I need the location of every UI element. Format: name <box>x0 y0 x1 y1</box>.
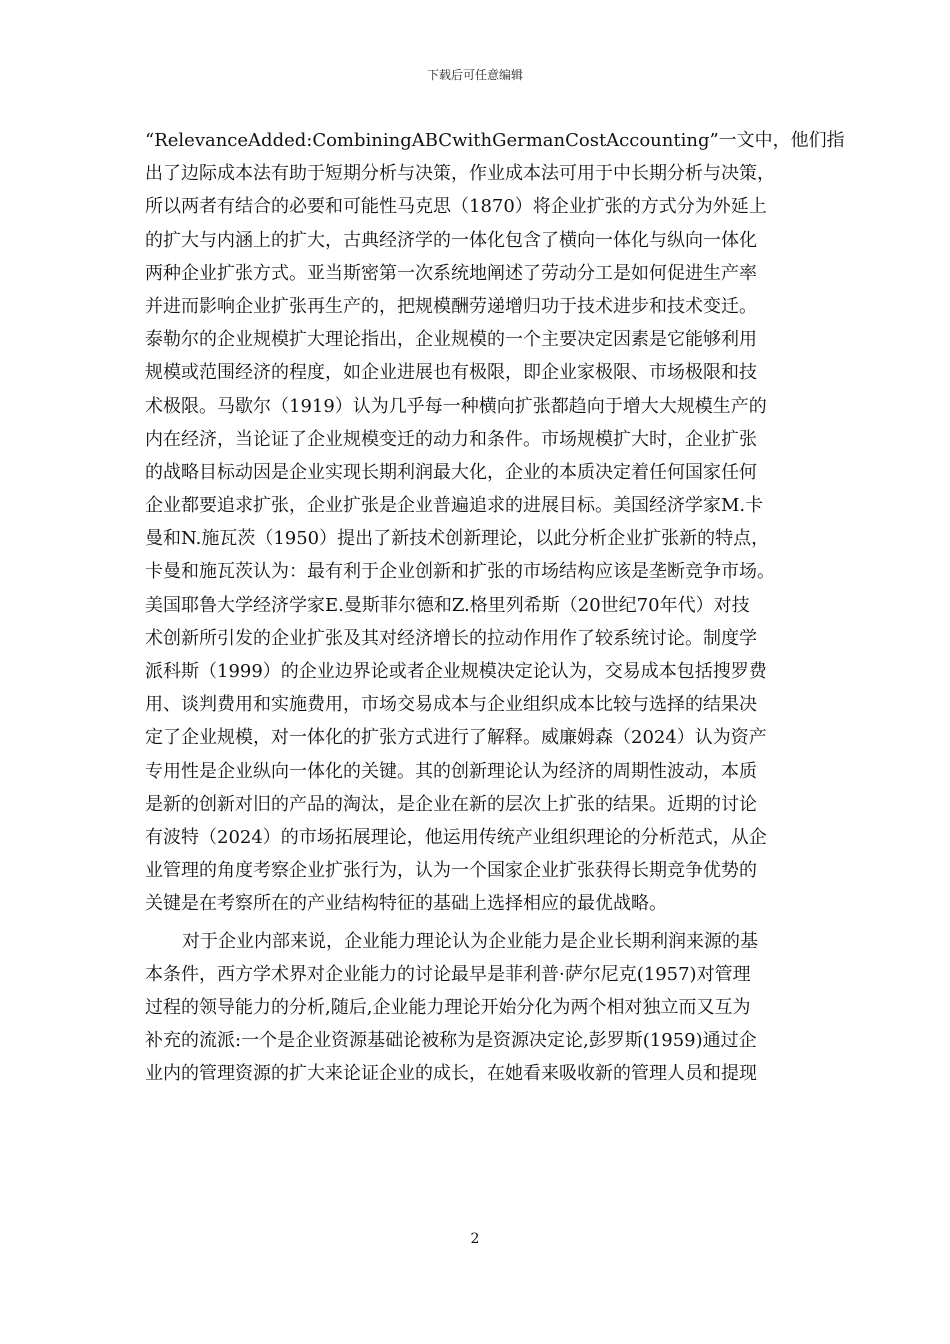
paragraph-1 <box>145 124 845 921</box>
text-line: 业管理的角度考察企业扩张行为，认为一个国家企业扩张获得长期竞争优势的 <box>145 860 757 882</box>
text-line: 的战略目标动因是企业实现长期利润最大化，企业的本质决定着任何国家任何 <box>145 461 757 483</box>
page-number: 2 <box>470 1231 480 1247</box>
text-line: 规模或范围经济的程度，如企业进展也有极限，即企业家极限、市场极限和技 <box>145 362 757 384</box>
text-line: 卡曼和施瓦茨认为：最有利于企业创新和扩张的市场结构应该是垄断竞争市场。 <box>145 561 775 583</box>
text-line: 对于企业内部来说，企业能力理论认为企业能力是企业长期利润来源的基 <box>182 930 758 952</box>
text-line: 派科斯（1999）的企业边界论或者企业规模决定论认为，交易成本包括搜罗费 <box>145 661 767 682</box>
text-line: 出了边际成本法有助于短期分析与决策，作业成本法可用于中长期分析与决策， <box>145 163 775 185</box>
text-line: 关键是在考察所在的产业结构特征的基础上选择相应的最优战略。 <box>145 893 667 915</box>
text-line: 美国耶鲁大学经济学家E.曼斯菲尔德和Z.格里列希斯（20世纪70年代）对技 <box>145 594 750 616</box>
text-line: 术创新所引发的企业扩张及其对经济增长的拉动作用作了较系统讨论。制度学 <box>145 627 757 649</box>
text-line: 企业都要追求扩张，企业扩张是企业普遍追求的进展目标。美国经济学家M.卡 <box>145 495 764 517</box>
text-line: 泰勒尔的企业规模扩大理论指出，企业规模的一个主要决定因素是它能够利用 <box>145 329 757 351</box>
text-line: 曼和N.施瓦茨（1950）提出了新技术创新理论，以此分析企业扩张新的特点， <box>145 528 770 550</box>
text-line: 定了企业规模，对一体化的扩张方式进行了解释。威廉姆森（2024）认为资产 <box>145 727 767 749</box>
page-header: 下载后可任意编辑 <box>426 68 523 82</box>
body-text <box>145 124 845 1090</box>
text-line: 术极限。马歇尔（1919）认为几乎每一种横向扩张都趋向于增大大规模生产的 <box>145 395 767 417</box>
text-line: 内在经济，当论证了企业规模变迁的动力和条件。市场规模扩大时，企业扩张 <box>145 428 757 450</box>
text-line: 用、谈判费用和实施费用，市场交易成本与企业组织成本比较与选择的结果决 <box>145 694 757 716</box>
text-line: 有波特（2024）的市场拓展理论，他运用传统产业组织理论的分析范式，从企 <box>145 826 767 848</box>
text-line: 所以两者有结合的必要和可能性马克思（1870）将企业扩张的方式分为外延上 <box>145 196 767 218</box>
text-line: 的扩大与内涵上的扩大，古典经济学的一体化包含了横向一体化与纵向一体化 <box>145 229 757 251</box>
text-line: 专用性是企业纵向一体化的关键。其的创新理论认为经济的周期性波动，本质 <box>145 760 757 782</box>
text-line: 补充的流派:一个是企业资源基础论被称为是资源决定论,彭罗斯(1959)通过企 <box>145 1030 757 1052</box>
text-line: 并进而影响企业扩张再生产的，把规模酬劳递增归功于技术进步和技术变迁。 <box>145 295 757 317</box>
text-line: 本条件，西方学术界对企业能力的讨论最早是菲利普·萨尔尼克(1957)对管理 <box>145 963 751 985</box>
text-line: “RelevanceAdded:CombiningABCwithGermanCostAccounting”一文中，他们指 <box>145 130 845 151</box>
text-line: 过程的领导能力的分析,随后,企业能力理论开始分化为两个相对独立而又互为 <box>145 996 751 1018</box>
text-line: 两种企业扩张方式。亚当斯密第一次系统地阐述了劳动分工是如何促进生产率 <box>145 262 757 284</box>
paragraph-2 <box>145 925 810 1091</box>
text-line: 是新的创新对旧的产品的淘汰，是企业在新的层次上扩张的结果。近期的讨论 <box>145 793 757 815</box>
text-line: 业内的管理资源的扩大来论证企业的成长，在她看来吸收新的管理人员和提现 <box>145 1063 757 1085</box>
